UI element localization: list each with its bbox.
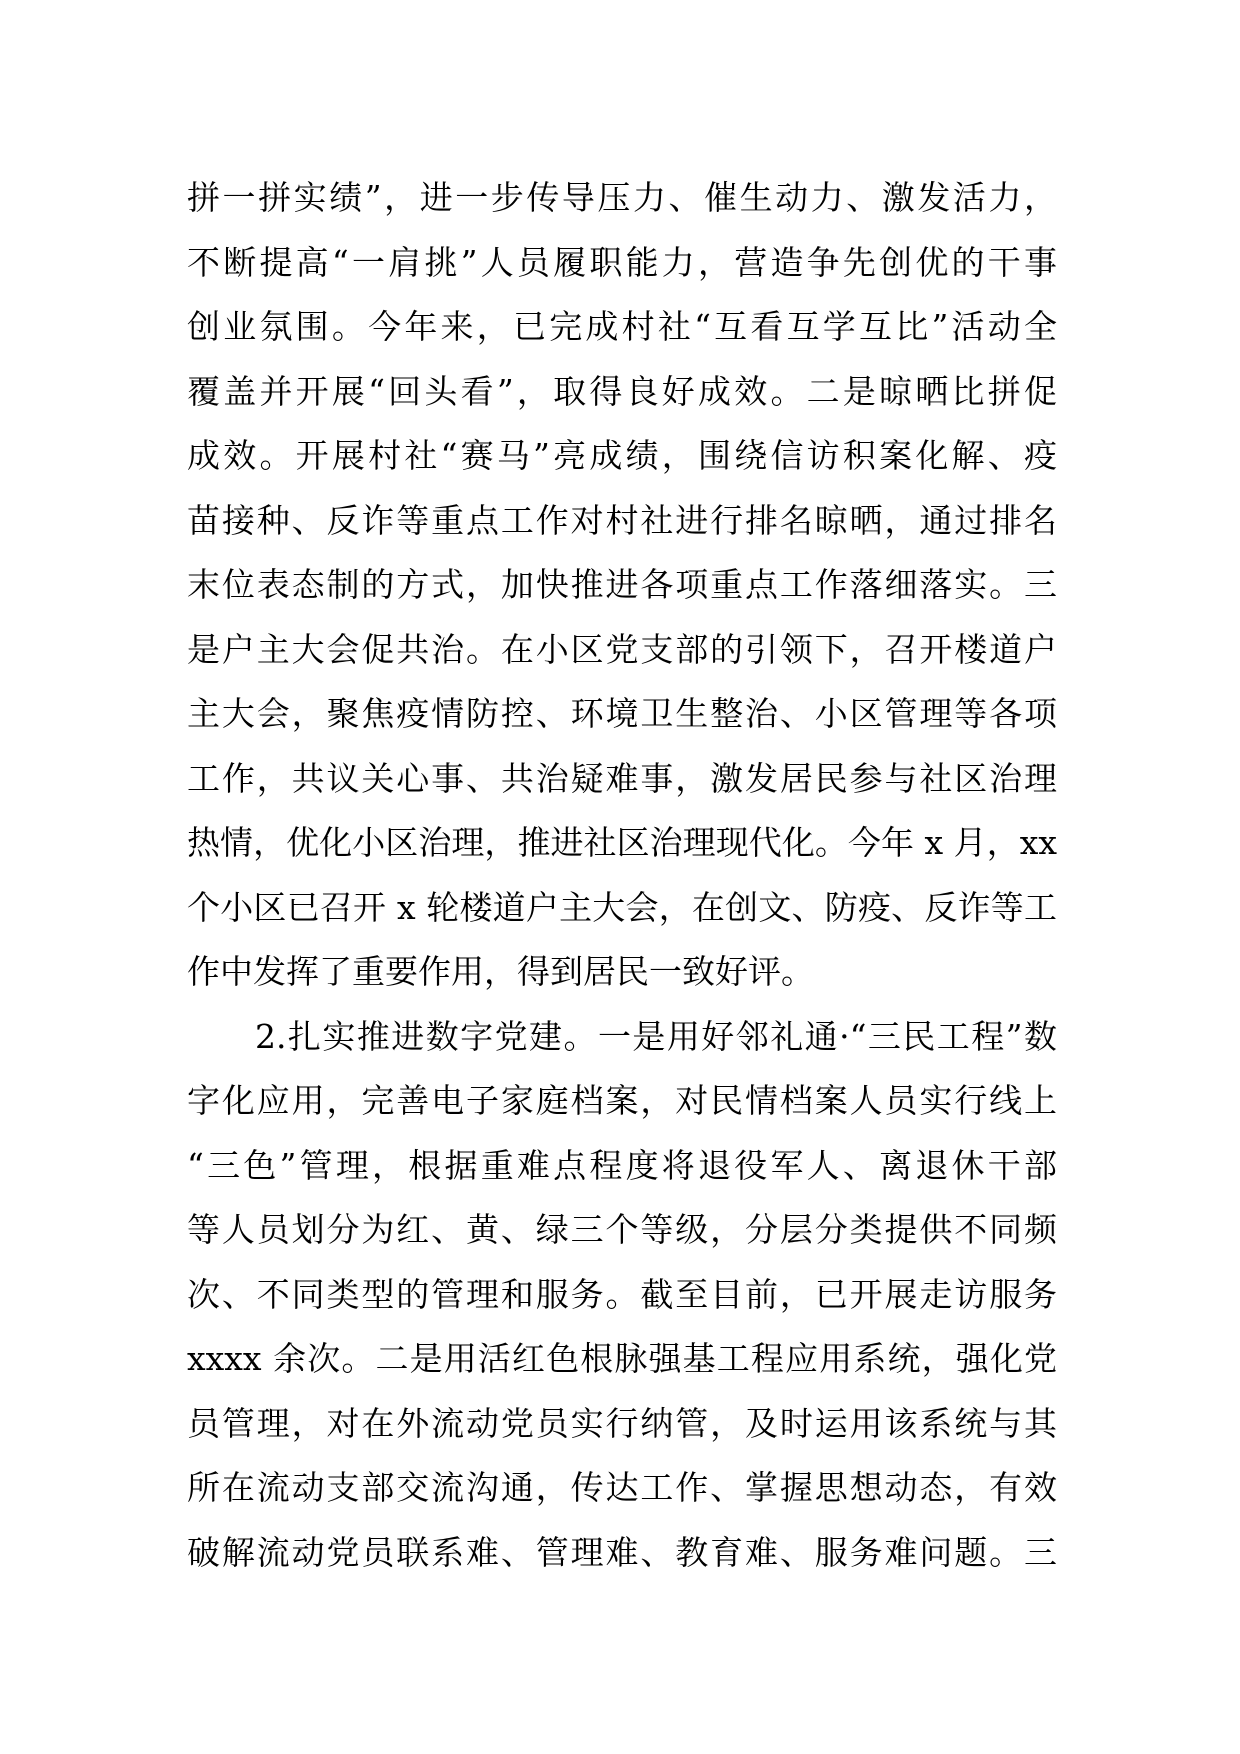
text-line: 个小区已召开 x 轮楼道户主大会，在创文、防疫、反诈等工 (187, 887, 1057, 927)
text-line: 破解流动党员联系难、管理难、教育难、服务难问题。三 (187, 1532, 1057, 1572)
paragraph-end-line: 作中发挥了重要作用，得到居民一致好评。 (187, 952, 814, 991)
document-body (187, 166, 1057, 1585)
text-line: “三色”管理，根据重难点程度将退役军人、离退休干部 (187, 1145, 1057, 1185)
text-line: 创业氛围。今年来，已完成村社“互看互学互比”活动全 (187, 307, 1057, 346)
text-line: 末位表态制的方式，加快推进各项重点工作落细落实。三 (187, 565, 1057, 604)
text-line: 是户主大会促共治。在小区党支部的引领下，召开楼道户 (187, 629, 1057, 669)
text-line: 员管理，对在外流动党员实行纳管，及时运用该系统与其 (187, 1403, 1057, 1443)
text-line: 工作，共议关心事、共治疑难事，激发居民参与社区治理 (187, 758, 1057, 798)
text-line: 字化应用，完善电子家庭档案，对民情档案人员实行线上 (187, 1081, 1057, 1120)
text-line: 次、不同类型的管理和服务。截至目前，已开展走访服务 (187, 1274, 1057, 1314)
text-line: 等人员划分为红、黄、绿三个等级，分层分类提供不同频 (187, 1210, 1057, 1249)
text-line: xxxx 余次。二是用活红色根脉强基工程应用系统，强化党 (187, 1339, 1057, 1378)
text-line: 拼一拼实绩”，进一步传导压力、催生动力、激发活力， (187, 178, 1057, 217)
text-line: 不断提高“一肩挑”人员履职能力，营造争先创优的干事 (187, 242, 1057, 282)
text-line: 主大会，聚焦疫情防控、环境卫生整治、小区管理等各项 (187, 694, 1057, 733)
text-line: 苗接种、反诈等重点工作对村社进行排名晾晒，通过排名 (187, 500, 1057, 540)
text-line: 覆盖并开展“回头看”，取得良好成效。二是晾晒比拼促 (187, 371, 1057, 411)
section-heading-line: 2.扎实推进数字党建。一是用好邻礼通·“三民工程”数 (255, 1016, 1057, 1056)
text-line: 热情，优化小区治理，推进社区治理现代化。今年 x 月，xx (187, 823, 1057, 862)
text-line: 成效。开展村社“赛马”亮成绩，围绕信访积案化解、疫 (187, 436, 1057, 475)
text-line: 所在流动支部交流沟通，传达工作、掌握思想动态，有效 (187, 1468, 1057, 1507)
